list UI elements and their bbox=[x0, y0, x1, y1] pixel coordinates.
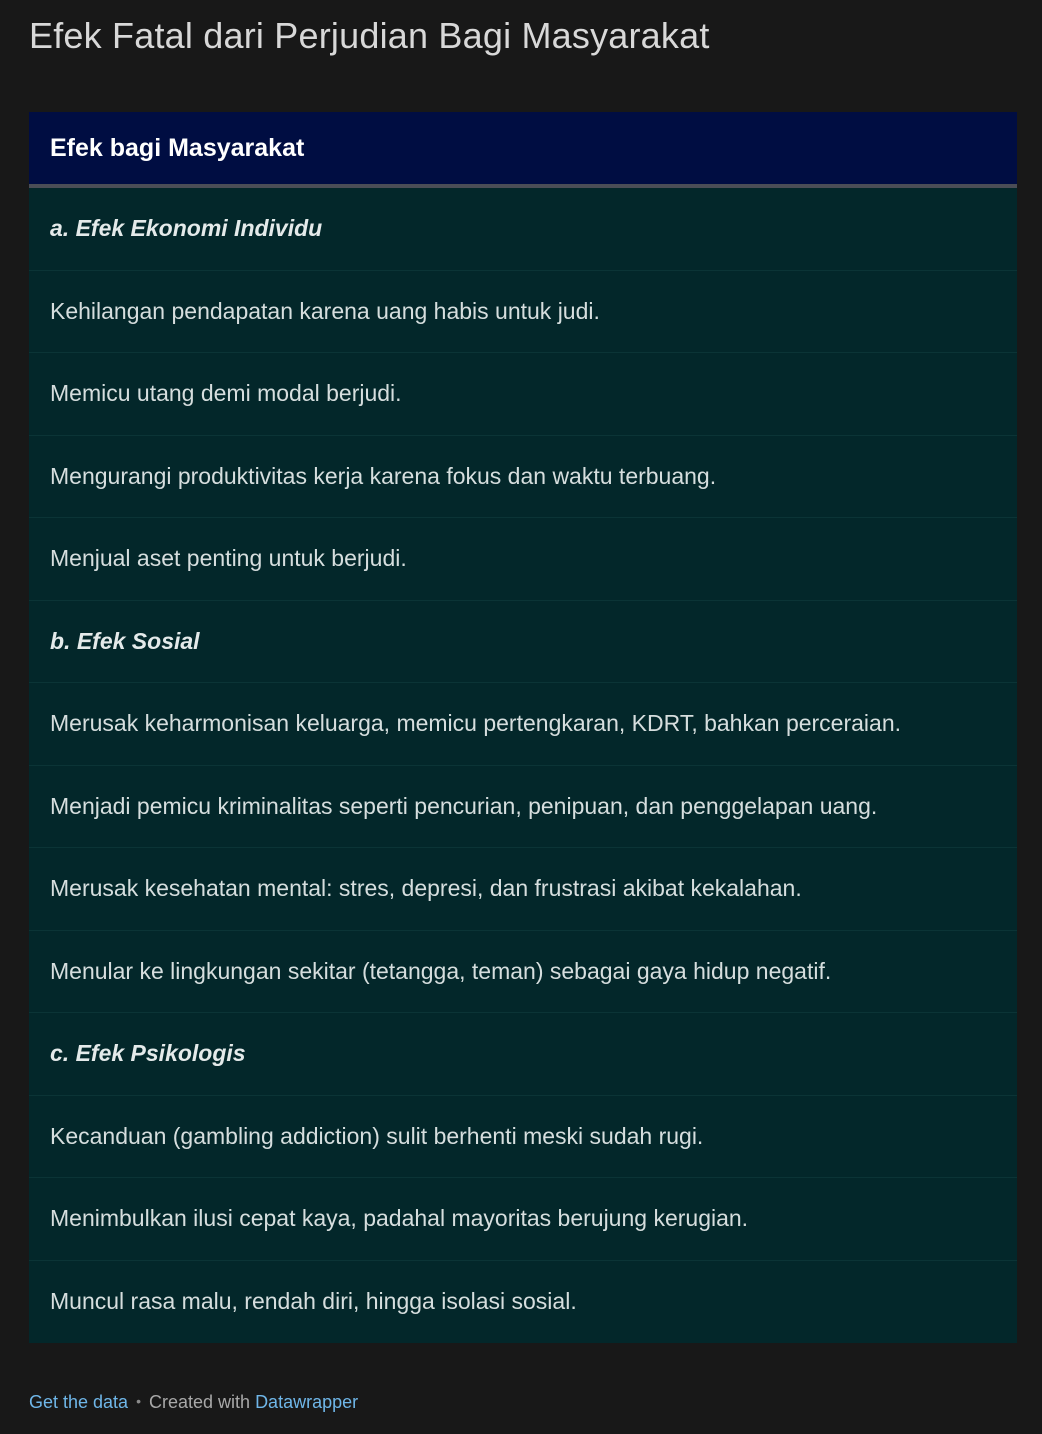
table-header-label: Efek bagi Masyarakat bbox=[50, 133, 305, 162]
table-row-section: c. Efek Psikologis bbox=[29, 1013, 1017, 1096]
table-row: Memicu utang demi modal berjudi. bbox=[29, 353, 1017, 436]
page-title: Efek Fatal dari Perjudian Bagi Masyarakat bbox=[29, 15, 710, 56]
table-row: Menjadi pemicu kriminalitas seperti pencurian, penipuan, dan penggelapan uang. bbox=[29, 766, 1017, 849]
table-row: Merusak keharmonisan keluarga, memicu pertengkaran, KDRT, bahkan perceraian. bbox=[29, 683, 1017, 766]
footer bbox=[29, 1392, 358, 1413]
table-row-section: a. Efek Ekonomi Individu bbox=[29, 188, 1017, 271]
table-row: Mengurangi produktivitas kerja karena fokus dan waktu terbuang. bbox=[29, 436, 1017, 519]
table-row: Menular ke lingkungan sekitar (tetangga, teman) sebagai gaya hidup negatif. bbox=[29, 931, 1017, 1014]
table-row: Menjual aset penting untuk berjudi. bbox=[29, 518, 1017, 601]
table-body bbox=[29, 188, 1017, 1343]
table-row: Muncul rasa malu, rendah diri, hingga isolasi sosial. bbox=[50, 1288, 577, 1315]
table-row: Kecanduan (gambling addiction) sulit berhenti meski sudah rugi. bbox=[29, 1096, 1017, 1179]
table-header bbox=[29, 112, 1017, 188]
table-row: Menimbulkan ilusi cepat kaya, padahal mayoritas berujung kerugian. bbox=[29, 1178, 1017, 1261]
table-row-section: b. Efek Sosial bbox=[29, 601, 1017, 684]
table-row: Merusak kesehatan mental: stres, depresi, dan frustrasi akibat kekalahan. bbox=[29, 848, 1017, 931]
footer-separator: • bbox=[136, 1393, 141, 1409]
datawrapper-link[interactable]: Datawrapper bbox=[255, 1392, 359, 1412]
get-the-data-link[interactable]: Get the data bbox=[29, 1392, 129, 1412]
effects-table bbox=[29, 112, 1017, 1343]
created-with-label: Created with bbox=[148, 1392, 251, 1412]
table-row: Kehilangan pendapatan karena uang habis untuk judi. bbox=[29, 271, 1017, 354]
